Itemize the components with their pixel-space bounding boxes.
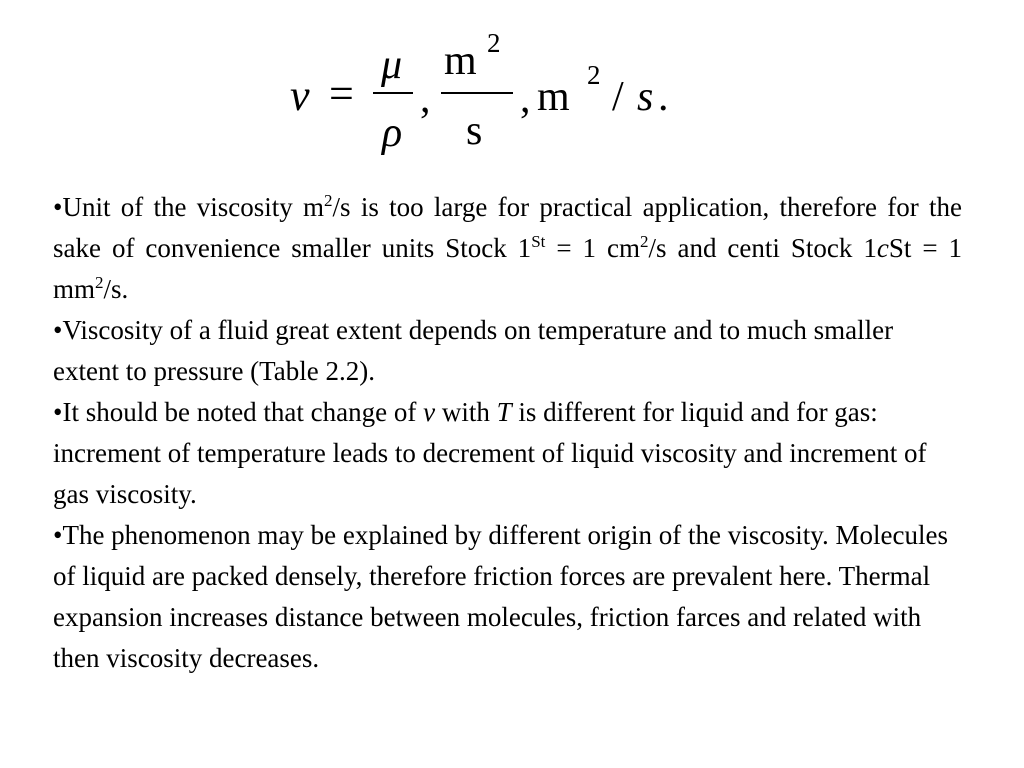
- formula-unit-s: s: [466, 108, 483, 154]
- formula-comma-2: ,: [520, 76, 531, 122]
- viscosity-formula: [0, 0, 1024, 170]
- formula-mu: μ: [381, 42, 403, 88]
- formula-unit-exponent: 2: [487, 28, 501, 58]
- bullet-temperature-dependence: •Viscosity of a fluid great extent depends on temperature and to much smaller extent to pressure (Table 2.2).: [53, 315, 894, 386]
- formula-period: .: [658, 74, 669, 120]
- formula-comma: ,: [420, 76, 431, 122]
- formula-slash: /: [612, 74, 624, 120]
- formula-equals: =: [329, 69, 354, 118]
- formula-unit-m: m: [444, 38, 477, 84]
- fraction-bar-unit: [441, 92, 513, 94]
- formula-inline-unit-m: m: [537, 74, 570, 120]
- formula-inline-unit-s: s: [637, 74, 654, 120]
- fraction-bar-mu-rho: [373, 92, 413, 94]
- bullet-phenomenon-explanation: •The phenomenon may be explained by different origin of the viscosity. Molecules of liquid are packed densely, therefore friction forces are prevalent here. Thermal expansion increases distance between molecules, friction farces and related with then viscosity decreases.: [53, 520, 948, 673]
- formula-nu: ν: [290, 71, 310, 120]
- slide-body: [53, 187, 962, 679]
- formula-inline-unit-exponent: 2: [587, 60, 601, 90]
- bullet-liquid-vs-gas: •It should be noted that change of ν with T is different for liquid and for gas: increment of temperature leads to decrement of liquid viscosity and increment of gas viscosity.: [53, 397, 927, 509]
- bullet-viscosity-units: •Unit of the viscosity $m^2/s$ is too large for practical application, therefore for the sake of convenience smaller units Stock 1St = 1 $cm^2/s$ and centi Stock 1cSt = 1 $mm^2/s$.: [53, 191, 963, 304]
- formula-rho: ρ: [382, 110, 403, 156]
